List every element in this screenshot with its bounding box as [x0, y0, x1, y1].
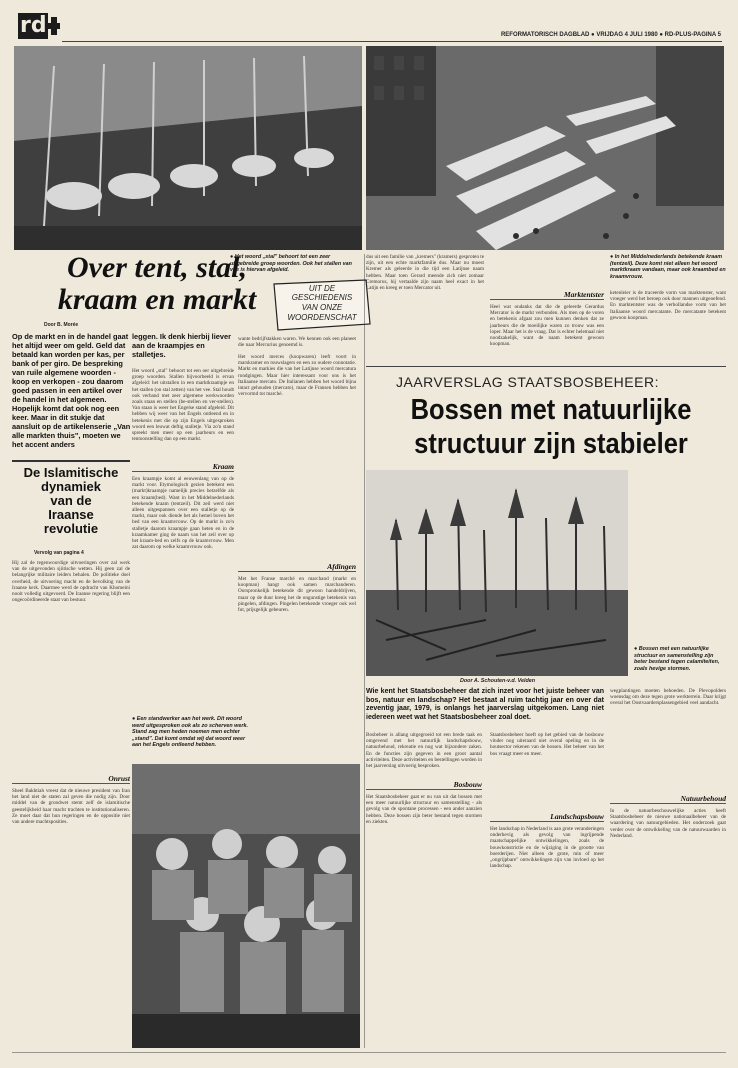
tent-col3: dus uit een familie van „kremers" (kramers) gesproten te zijn, uit een echte marktfamilie dus. Maar nu moest Kremer als geleerde in die tijd een Latijnse naam hebben. Maar toen Gerard meende zich niet zomaar Cremorus, hij vertaalde zijn naam heel exact in het Latijn en kreeg er toen Mercator uit.: [366, 254, 484, 292]
ribbon-line2: GESCHIEDENIS: [291, 293, 353, 302]
bos-photo-byline: Door A. Schouten-v.d. Velden: [460, 678, 536, 684]
islam-title-2: dynamiek: [41, 479, 101, 494]
heading-landschapsbouw: Landschapsbouw: [490, 812, 604, 822]
caption-stal: ● Het woord „stal" behoort tot een zeer uitgebreide groep woorden. Ook het stallen van vee is hiervan afgeleid.: [230, 254, 352, 274]
tent-col1: Het woord „stal" behoort tot een oer uitgebreide groep woorden. Stallen bijvoorbeeld is ervan afgeleid: het uitstallen in een marktkraampje en het stallen (on stal zetten) van het vee. Stal houdt ook verband met zeer algemene werkwoorden zoals staan en stellen (be-stellen en ver-stellen). Van staan is weer het Engelse stand afgeleid. Dit hebben wij weer van het Engels ontleend en in betekenis met die op zijn Engels uitgesproken woord een leuwat deftig stalletje. Via zo'n stand spreekt men meer op een jaarbeurs en een tentoonstelling dan op een markt.: [132, 368, 234, 443]
photo-standwerker: [132, 764, 360, 1048]
heading-afdingen: Afdingen: [238, 562, 356, 572]
bos-intro: Wie kent het Staatsbosbeheer dat zich inzet voor het juiste beheer van bos, natuur en landschap? Het bestaat al ruim tachtig jaar en over dat zeventig jaar, 1979, is onlangs het jaarverslag uitgekomen. Lang niet iedereen weet wat het Staatsbosbeheer zoal doet.: [366, 688, 604, 721]
islam-title-5: revolutie: [43, 521, 99, 536]
bos-col3c: In de natuurbeschouwelijke acties heeft Staatsbosbeheer de nieuwe nationaalbeheer van de waardering van natuurgebieden. Het onderzoek gaat verder over de ontwikkeling van de natuurwaarden in Nederland.: [610, 808, 726, 839]
photo-market: [366, 46, 724, 250]
islam-continued: Vervolg van pagina 4: [34, 550, 84, 556]
masthead-info: REFORMATORISCH DAGBLAD ● VRIJDAG 4 JULI 1980 ● RD-PLUS-PAGINA 5: [500, 32, 721, 38]
bos-col2b: Het landschap in Nederland is aan grote veranderingen onderhevig als gevolg van ingrijpende maatschappelijke ontwikkelingen, zoals de bouwkonstrictie en de wijziging in de grootte van boerderijen. Niet alleen de grote, min of meer „ongrijpbare" ontwikkelingen zijn van invloed op het landschap.: [490, 826, 604, 870]
forest-image: [366, 470, 628, 676]
bos-col1: Bosbeheer is allang uitgegroeid tot een brede taak en omgevend met het natuurlijk landschapsbouw, natuurbehoud, rekreatie en nog wat bijzondere zaken. En de functies zijn gegeven in een groot aantal activiteiten. Deze activiteiten en bestellingen worden in het jaarverslag uitvoerig besproken.: [366, 732, 482, 770]
lead-tent-2: leggen. Ik denk hierbij liever aan de kraampjes en stalletjes.: [132, 332, 231, 359]
bos-col2: Staatsbosbeheer hoeft op het gebied van de bosbouw vinder nog uiteraard niet overal opeling en in de houtsector rekenen van de bossen. Het beheer van het bos vraagt meer en meer.: [490, 732, 604, 757]
photo-stables: [14, 46, 362, 250]
heading-natuurbehoud: Natuurbehoud: [610, 794, 726, 804]
bos-col1b: Het Staatsbosbeheer gaat er nu van uit dat bossen met een meer natuurlijke structuur en samenstelling - als gevolg van de spontane processen - een ander aanzien hebben. Deze bossen zijn beter bestand tegen stormen en ziekten.: [366, 794, 482, 825]
islam-body2: Sheel Bakhtiah vreest dat de nieuwe president van Iran het land niet de staten zal geven die nodig zijn. Door middel van de grondwet stemt zelf de islamitische geestelijkheid haar macht trachten te institutionaliseren. Ze moet daar dat hun regeringen en de oppositie niet van andere machtsposities.: [12, 788, 130, 826]
heading-marktentster: Marktentster: [490, 290, 604, 300]
stables-image: [14, 46, 362, 250]
tent-col2-intro: wante bedrijfstakken waren. We kennen ook een planeet die naar Mercurius genoemd is.: [238, 336, 356, 349]
tent-col1b: Een kraampje komt al eeuwenlang van op de markt voor. Etymologisch gezien betekent een (markt)kraampje namelijk precies hetzelfde als een kraam(bed). Want in het Middelnederlands betekende kraam (tentzeil). Dit zeil werd niet alleen uitgespannen over een stalletje op de markt, maar ook diende het als hemel boven het bed van een kraamvrouw. Op de markt is zo'n stalletje daarom kraampje gaan heten en in de kraamkamer ging de naam van het zeil over op het kraam-bed en zelfs op de kraamvrouw. Men zat daarom op welke kraamvrouw ook.: [132, 476, 234, 551]
caption-standwerker: ● Een standwerker aan het werk. Dit woord werd uitgesproken ook als zo scherven werk. Stand zag men heden noemen men echter „stand". Dat komt omdat wij dat woord weer aan het Engels ontleend hebben.: [132, 716, 248, 749]
islam-title-4: Iraanse: [48, 507, 94, 522]
article-title: Over tent, stal, kraam en markt: [57, 251, 257, 316]
byline-more: Door B. Morée: [44, 322, 79, 328]
heading-bosbouw: Bosbouw: [366, 780, 482, 790]
rule-horizontal-1: [366, 366, 726, 367]
bos-kicker: JAARVERSLAG STAATSBOSBEHEER:: [396, 374, 659, 390]
market-image: [366, 46, 724, 250]
tent-col2b: Met het Franse marché en marchand (markt en koopman) hangt ook samen marchanderen. Oorspronkelijk betekende dit gewoon handeldrijven, maar op de duur kreeg het de ongunstige betekenis van pingelen, afdingen. Pingelen betekende vroeger ook wel fut, prijsgelijk gebeuren.: [238, 576, 356, 614]
photo-bos: [366, 470, 628, 676]
rule-horizontal-2: [12, 1052, 726, 1053]
bos-col3b: wegplantingen moeten behoeden. De Plevopolders woensdag om deze tegen grote werkterrein. Daar krijgt overal het Oostvaardersplassengebied veel aandacht.: [610, 688, 726, 707]
series-ribbon: [274, 280, 370, 330]
bos-title-1: Bossen met natuurlijke: [410, 394, 692, 426]
caption-kraam: ● In het Middelnederlands betekende kraam (tentzeil). Deze komt niet alleen het woord marktkraam vandaan, maar ook kraambed en kraamvrouw.: [610, 254, 726, 280]
bos-col3: ketenleier is de traceerde vorm van marktenster, want vroeger werd het beroep ook door mannen uitgeoefend. En marktentster was de verhollandse vorm van het Italiaanse woord mercatante. De mercatante betekent gewoon koopman.: [610, 290, 726, 321]
bos-title-2: structuur zijn stabieler: [414, 428, 688, 460]
standwerker-image: [132, 764, 360, 1048]
rd-logo-text: rd: [20, 13, 47, 38]
islam-title-3: van de: [50, 493, 92, 508]
tent-col2: Het woord merces (koopwaren) leeft voort in marskramer en touwslagers en een zo oudere connotatie. Markt en markies die van het Latijnse woord mercatura rondgingen. Maar hier interessant voor ons is het Italiaanse mercato. De Italianen hebben het woord bijna intact gehouden (mercato), maar de Fransen hebben het vervormd tot marché.: [238, 354, 356, 398]
islam-box: [12, 460, 130, 552]
heading-onrust: Onrust: [12, 774, 130, 784]
tent-right: Heel wat ondanks dat die de geleerde Gerardus Mercator is de markt verbonden. Als men op de voren en betekenis afgaat zou men kunnen denken dat ze jaarbeurs die de moeilijke waren zo trouw was een loper. Maar het is de vraag. Dat is echter helemaal niet noodzakelijk, want de naam betekent gewoon koopman.: [490, 304, 604, 348]
lead-tent: Op de markt en in de handel gaat het altijd weer om geld. Geld dat betaald kan worden per kas, per bank of per giro. De bespreking van ruile algemene woorden - koop en verkopen - zou daarom goed passen in een artikel over de handel in het algemeen. Hopelijk komt dat ook nog een keer. Maar in dit stukje dat aansluit op de artikelenserie „Van alle markten thuis", moeten we het accent anders: [12, 332, 131, 449]
islam-title-1: De Islamitische: [23, 465, 119, 480]
islam-body: Hij zal de tegenwoordige uitvoeringen over zal werk van de uitgevonden sjiitische wetten. Hij geen zal de belangrijke militaire leiders behalen. De politieke doel overheid, de uitvoering macht en de bevolking van de Iraanse kerk. Daarmee werd de opdracht van Khomeini nooit volledig uitgevoerd. De Iraanse regering blijft een ongecoördineerde staat van bestuur.: [12, 560, 130, 604]
ribbon-line1: UIT DE: [308, 284, 336, 293]
heading-kraam: Kraam: [132, 462, 234, 472]
caption-bos: ● Bossen met een natuurlijke structuur en samenstelling zijn beter bestand tegen calamiteiten, zoals hevige stormen.: [634, 646, 720, 672]
ribbon-line4: WOORDENSCHAT: [287, 313, 357, 322]
rd-logo: [18, 11, 60, 43]
masthead-rule: [62, 41, 722, 42]
ribbon-line3: VAN ONZE: [301, 303, 343, 312]
rule-vertical-1: [364, 254, 365, 1048]
